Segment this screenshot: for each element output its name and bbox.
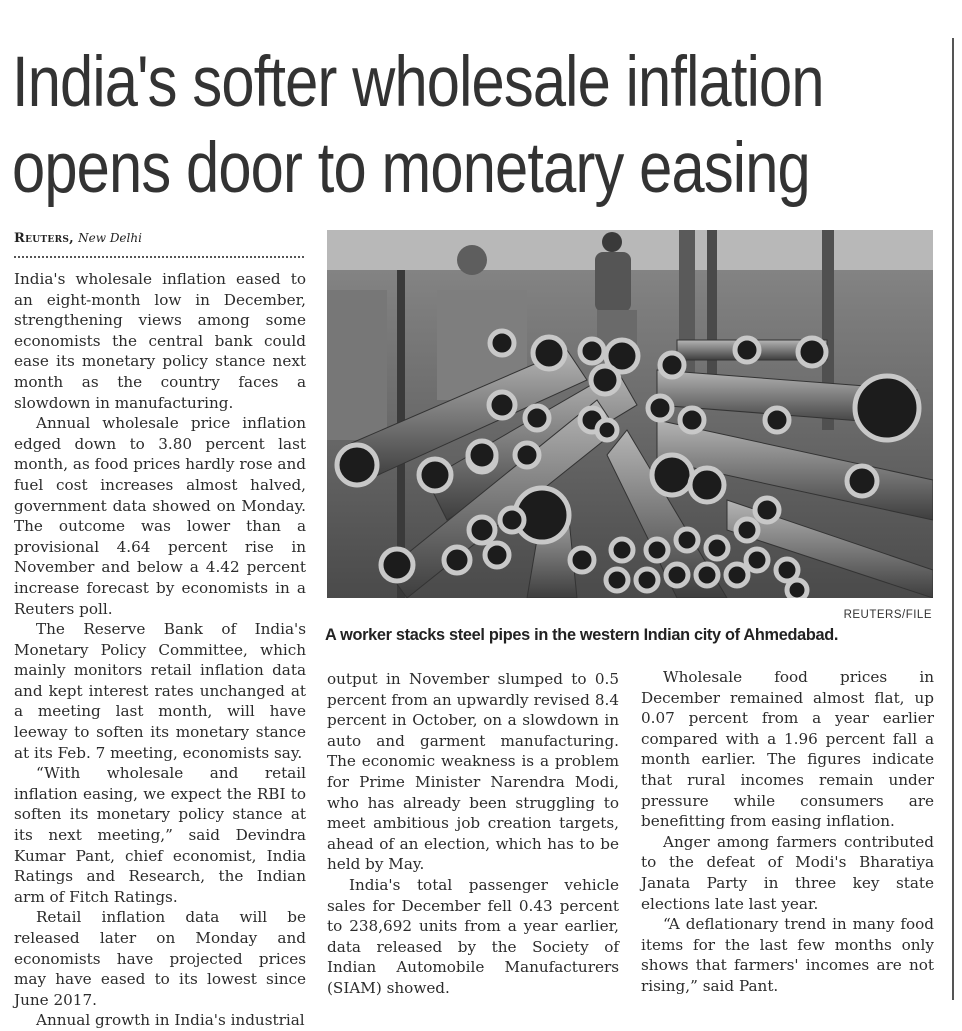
paragraph: Annual growth in India's industrial [36,1011,305,1030]
article-column-2 [327,669,619,999]
byline [14,231,142,246]
column-rule [952,38,954,1000]
photo-credit: REUTERS/FILE [843,609,932,621]
paragraph: The Reserve Bank of India's Monetary Policy Committee, which mainly monitors retail inflation data and kept interest rates unchanged at a meeting last month, will have leeway to soften its monetary stance at its Feb. 7 meeting, economists say. [14,620,306,762]
headline [12,40,824,212]
paragraph: “A deflationary trend in many food items for the last few months only shows that farmers' incomes are not rising,” said Pant. [641,915,934,995]
paragraph: output in November slumped to 0.5 percent from an upwardly revised 8.4 percent in October, on a slowdown in auto and garment manufacturing. The economic weakness is a problem for Prime Minister Narendra Modi, who has already been struggling to meet ambitious job creation targets, ahead of an election, which has to be held by May. [327,670,619,874]
paragraph: “With wholesale and retail inflation easing, we expect the RBI to soften its monetary policy stance at its next meeting,” said Devindra Kumar Pant, chief economist, India Ratings and Research, the Indian arm of Fitch Ratings. [14,764,306,906]
paragraph: Wholesale food prices in December remained almost flat, up 0.07 percent from a year earlier compared with a 1.96 percent fall a month earlier. The figures indicate that rural incomes remain under pressure while consumers are benefitting from easing inflation. [641,668,934,831]
steel-pipes-photo [327,230,933,598]
byline-agency: Reuters, [14,231,74,246]
article-column-1 [14,269,306,1031]
article-column-3 [641,667,934,997]
paragraph: Retail inflation data will be released later on Monday and economists have projected prices may have eased to its lowest since June 2017. [14,908,306,1009]
paragraph: India's wholesale inflation eased to an eight-month low in December, strengthening views among some economists the central bank could ease its monetary policy stance next month as the country faces a slowdown in manufacturing. [14,270,306,412]
headline-line-1: India's softer wholesale inflation [12,43,824,122]
paragraph: India's total passenger vehicle sales for December fell 0.43 percent to 238,692 units from a year earlier, data released by the Society of Indian Automobile Manufacturers (SIAM) showed. [327,875,619,997]
photo-caption: A worker stacks steel pipes in the western Indian city of Ahmedabad. [325,626,839,644]
paragraph: Annual wholesale price inflation edged down to 3.80 percent last month, as food prices hardly rose and fuel cost increases almost halved, government data showed on Monday. The outcome was lower than a provisional 4.64 percent rise in November and below a 4.42 percent increase forecast by economists in a Reuters poll. [14,414,306,618]
headline-line-2: opens door to monetary easing [12,129,810,208]
byline-place: New Delhi [78,231,142,245]
paragraph: Anger among farmers contributed to the defeat of Modi's Bharatiya Janata Party in three key state elections late last year. [641,832,934,913]
byline-divider [14,256,304,258]
